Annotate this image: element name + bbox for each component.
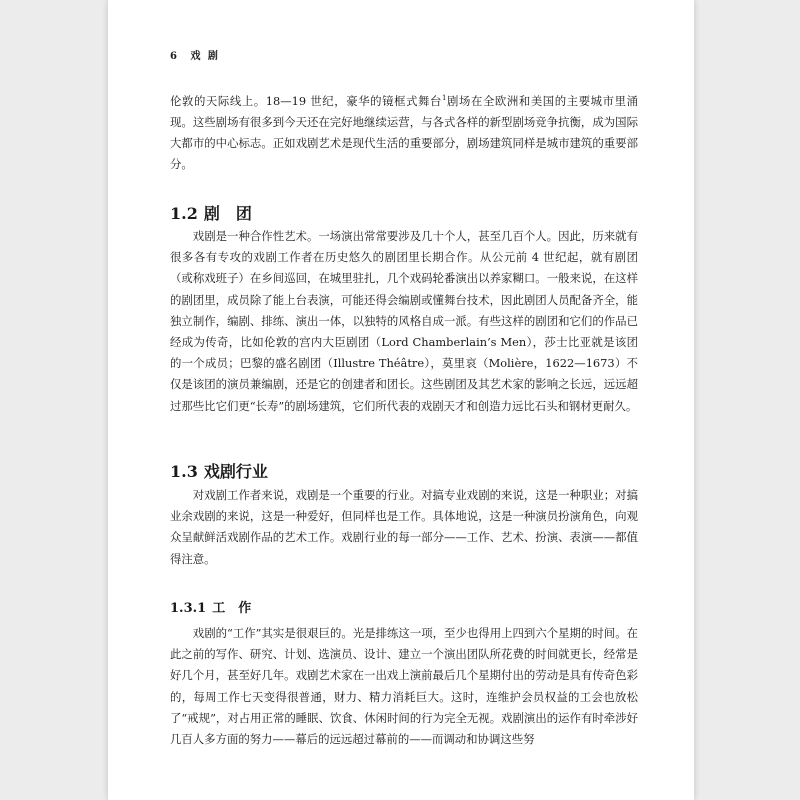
- running-header: [170, 47, 226, 62]
- section-heading-1-2: [170, 201, 252, 224]
- intro-paragraph: [170, 88, 638, 176]
- book-page: [108, 0, 694, 800]
- section-title: 工 作: [212, 601, 252, 616]
- section-1-2-body: 戏剧是一种合作性艺术。一场演出常常要涉及几十个人，甚至几百个人。因此，历来就有很多各有专攻的戏剧工作者在历史悠久的剧团里长期合作。从公元前 4 世纪起，就有剧团（或称戏班子）在乡间巡回，在城里驻扎，几个戏码轮番演出以养家糊口。一般来说，在这样的剧团里，成员除了能上台表演，可能还得会编剧或懂舞台技术，因此剧团人员配备齐全，能独立制作，编剧、排练、演出一体，以独特的风格自成一派。有些这样的剧团和它们的作品已经成为传奇，比如伦敦的宫内大臣剧团（Lord Chamberlain’s Men），莎士比亚就是该团的一个成员；巴黎的盛名剧团（Illustre Théâtre），莫里哀（Molière，1622—1673）不仅是该团的演员兼编剧，还是它的创建者和团长。这些剧团及其艺术家的影响之长远，远远超过那些比它们更“长寿”的剧场建筑，它们所代表的戏剧天才和创造力远比石头和钢材更耐久。: [170, 229, 638, 413]
- chapter-title: 戏 剧: [190, 51, 220, 62]
- section-1-3-1-body: 戏剧的“工作”其实是很艰巨的。光是排练这一项，至少也得用上四到六个星期的时间。在此之前的写作、研究、计划、选演员、设计、建立一个演出团队所花费的时间就更长，经常是好几个月，甚至好几年。戏剧艺术家在一出戏上演前最后几个星期付出的劳动是具有传奇色彩的，每周工作七天变得很普通，财力、精力消耗巨大。这时，连维护会员权益的工会也放松了“戒规”，对占用正常的睡眠、饮食、休闲时间的行为完全无视。戏剧演出的运作有时牵涉好几百人多方面的努力——幕后的远远超过幕前的——而调动和协调这些努: [170, 626, 638, 747]
- section-heading-1-3: [170, 459, 268, 482]
- section-1-3-body: 对戏剧工作者来说，戏剧是一个重要的行业。对搞专业戏剧的来说，这是一种职业；对搞业余戏剧的来说，这是一种爱好，但同样也是工作。具体地说，这是一种演员扮演角色，向观众呈献鲜活戏剧作品的艺术工作。戏剧行业的每一部分——工作、艺术、扮演、表演——都值得注意。: [170, 488, 638, 566]
- section-heading-1-3-1: [170, 597, 251, 616]
- section-title: 剧 团: [203, 204, 252, 223]
- section-title: 戏剧行业: [203, 462, 268, 481]
- intro-text-start: 伦敦的天际线上。18—19 世纪，豪华的镜框式舞台: [170, 93, 442, 108]
- page-number: 6: [170, 51, 179, 62]
- section-number: 1.3.1: [170, 601, 207, 616]
- footnote-marker: 1: [442, 94, 447, 102]
- section-number: 1.3: [170, 462, 198, 481]
- section-number: 1.2: [170, 204, 198, 223]
- intro-text-end: 剧场在全欧洲和美国的主要城市里涌现。这些剧场有很多到今天还在完好地继续运营，与各式各样的新型剧场竞争抗衡，成为国际大都市的中心标志。正如戏剧艺术是现代生活的重要部分，剧场建筑同样是城市建筑的重要部分。: [170, 93, 638, 172]
